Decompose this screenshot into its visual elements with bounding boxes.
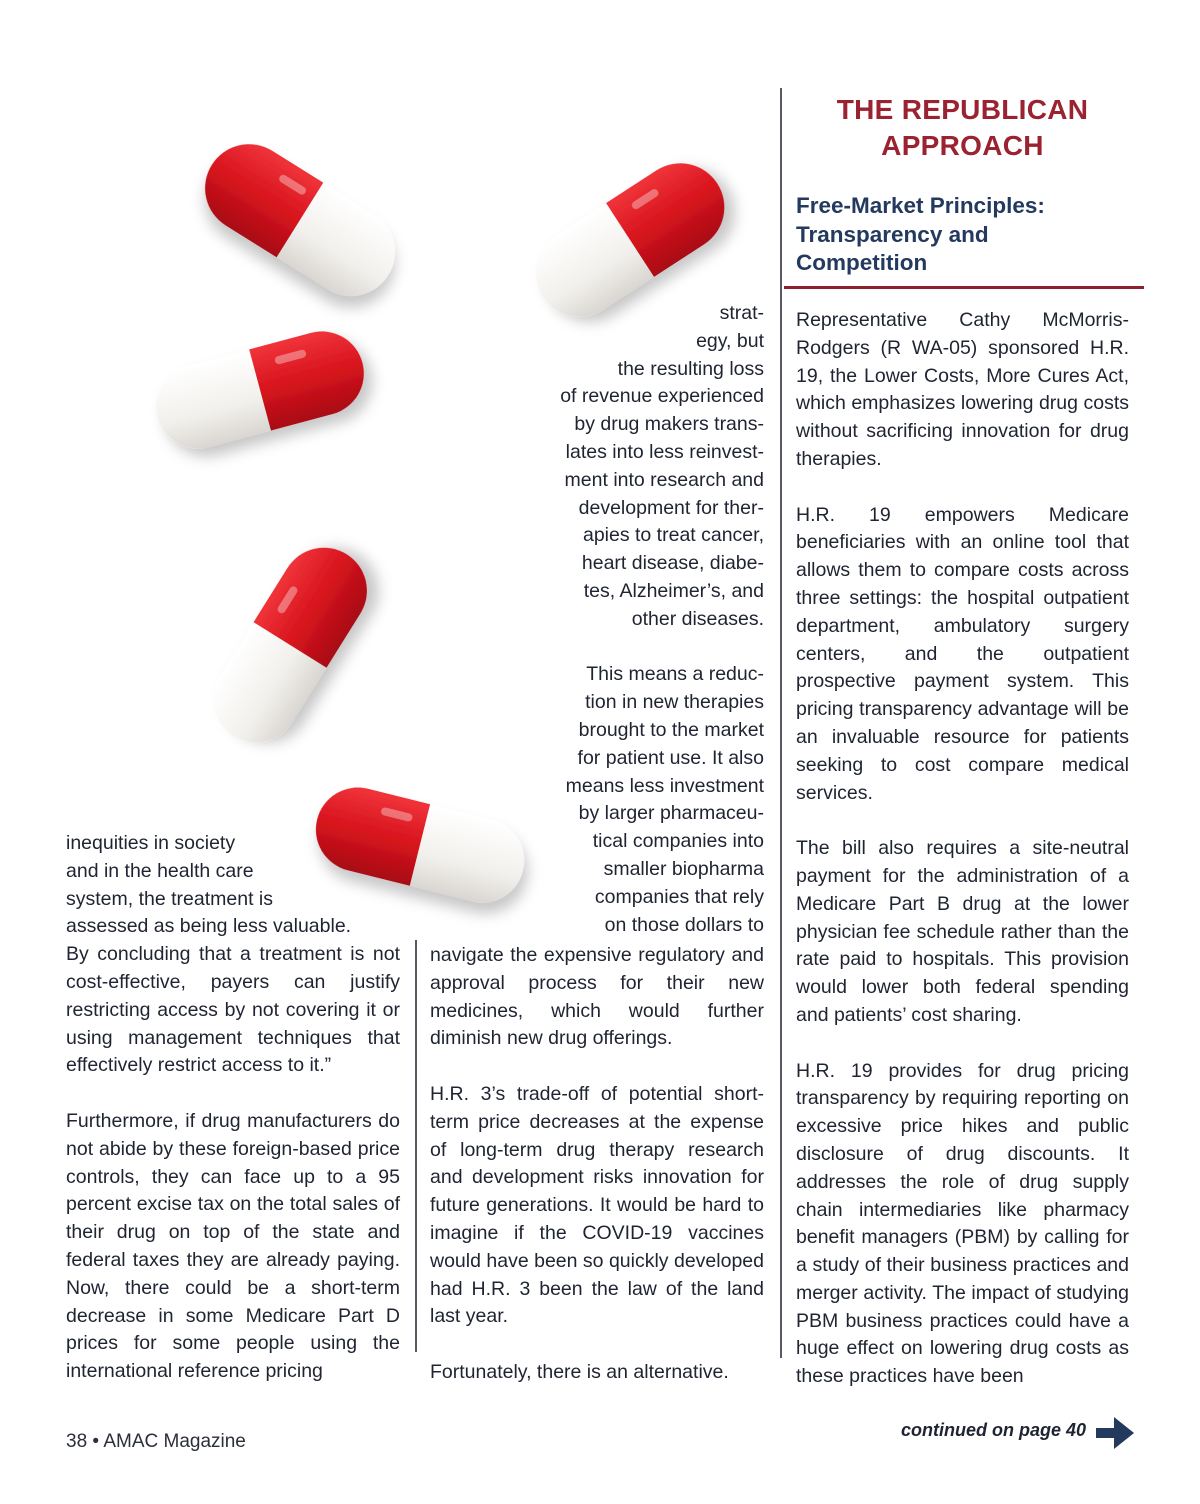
section-headline [796,92,1129,164]
mid-p2-line-1: This means a reduc- [586,663,764,686]
headline-line-1: THE REPUBLICAN [836,94,1089,125]
mid-paragraph-3: H.R. 3’s trade-off of potential short-term price decreases at the expense of long-term drug therapy research and development risks innovation for future generations. It would be hard to imagine if the COVID-19 vaccines would have been so quickly developed had H.R. 3 been the law of the land last year. [430,1082,764,1328]
capsule-pill-4 [180,515,400,775]
mid-p2-line-7: tical companies into [592,830,764,853]
capsule-pill-1 [180,120,420,320]
right-paragraph-3: The bill also requires a site-neutral payment for the administration of a Medicare Part B drug at the lower physician fee schedule rather than the rate paid to hospitals. This provision would lower both federal spending and patients’ cost sharing. [796,837,1129,1026]
mid-p2-line-6: by larger pharmaceu- [578,802,764,825]
mid-paragraph-4: Fortunately, there is an alternative. [430,1360,729,1383]
subheading-line-2: Transparency and [796,221,989,247]
section-subheading [796,192,1129,278]
mid-p2-line-9: companies that rely [594,885,764,908]
subheading-line-1: Free-Market Principles: [796,193,1045,218]
arrow-right-icon[interactable] [1094,1413,1136,1453]
headline-line-2: APPROACH [881,130,1044,161]
left-column [66,830,400,1386]
footer-separator: • [92,1431,100,1452]
mid-p2-line-2: tion in new therapies [585,691,764,714]
mid-line-3: the resulting loss [617,357,764,380]
capsule-pill-3 [130,300,390,480]
left-line-3: system, the treatment is [66,887,273,910]
mid-line-8: development for ther- [578,496,764,519]
column-divider-right [780,88,782,1358]
middle-column-top [430,300,764,939]
middle-column-bottom [430,942,764,1387]
mid-line-12: other diseases. [631,607,764,630]
publication-name: AMAC Magazine [103,1431,246,1452]
mid-line-9: apies to treat cancer, [582,524,764,547]
page-footer [66,1431,246,1453]
mid-line-7: ment into research and [564,468,764,491]
mid-line-4: of revenue experienced [560,385,764,408]
mid-p2-line-4: for patient use. It also [577,746,764,769]
column-divider-left [415,940,417,1352]
page-number: 38 [66,1431,88,1452]
continued-link[interactable]: continued on page 40 [900,1420,1086,1440]
mid-line-6: lates into less reinvest- [565,440,764,463]
right-paragraph-2: H.R. 19 empowers Medicare beneficiaries with an online tool that allows them to compare costs across three settings: the hospital outpatient department, ambulatory surgery centers, and the outpatient prospective payment system. This pricing transparency advantage will be an invaluable resource for patients seeking to cost compare medical services. [796,503,1129,804]
mid-line-11: tes, Alzheimer’s, and [583,579,764,602]
mid-p2-line-3: brought to the market [578,718,764,741]
mid-p2-line-8: smaller biopharma [603,857,764,880]
left-line-4: assessed as being less valuable. [66,915,352,938]
heading-rule [784,286,1144,289]
mid-p2-line-10: on those dollars to [604,913,764,936]
left-paragraph-1: By concluding that a treatment is not cost-effective, payers can justify restricting access by not covering it or using management techniques that effectively restrict access to it.” [66,943,400,1077]
left-paragraph-2: Furthermore, if drug manufacturers do not abide by these foreign-based price controls, they can face up to a 95 percent excise tax on the total sales of their drug on top of the state and federal taxes they are already paying. Now, there could be a short-term decrease in some Medicare Part D prices for some people using the international reference pricing [66,1109,400,1383]
right-paragraph-1: Representative Cathy McMorris-Rodgers (R WA-05) sponsored H.R. 19, the Lower Costs, More Cures Act, which emphasizes lowering drug costs without sacrificing innovation for drug therapies. [796,309,1129,470]
mid-line-2: egy, but [696,329,764,352]
left-line-1: inequities in society [66,832,236,854]
left-line-2: and in the health care [66,859,254,882]
subheading-line-3: Competition [796,250,928,275]
mid-line-10: heart disease, diabe- [581,552,764,575]
right-paragraph-4: H.R. 19 provides for drug pricing transparency by requiring reporting on excessive price hikes and public disclosure of drug discounts. It addresses the role of drug supply chain intermediaries like pharmacy benefit managers (PBM) by calling for a study of their business practices and merger activity. The impact of studying PBM business practices could have a huge effect on lowering drug costs as these practices have been [796,1059,1129,1388]
mid-paragraph-2-rest: navigate the expensive regulatory and approval process for their new medicines, which would further diminish new drug offerings. [430,944,764,1050]
mid-p2-line-5: means less investment [565,774,764,797]
right-column [796,307,1129,1391]
mid-line-5: by drug makers trans- [574,413,764,436]
mid-line-1: strat- [719,302,764,324]
